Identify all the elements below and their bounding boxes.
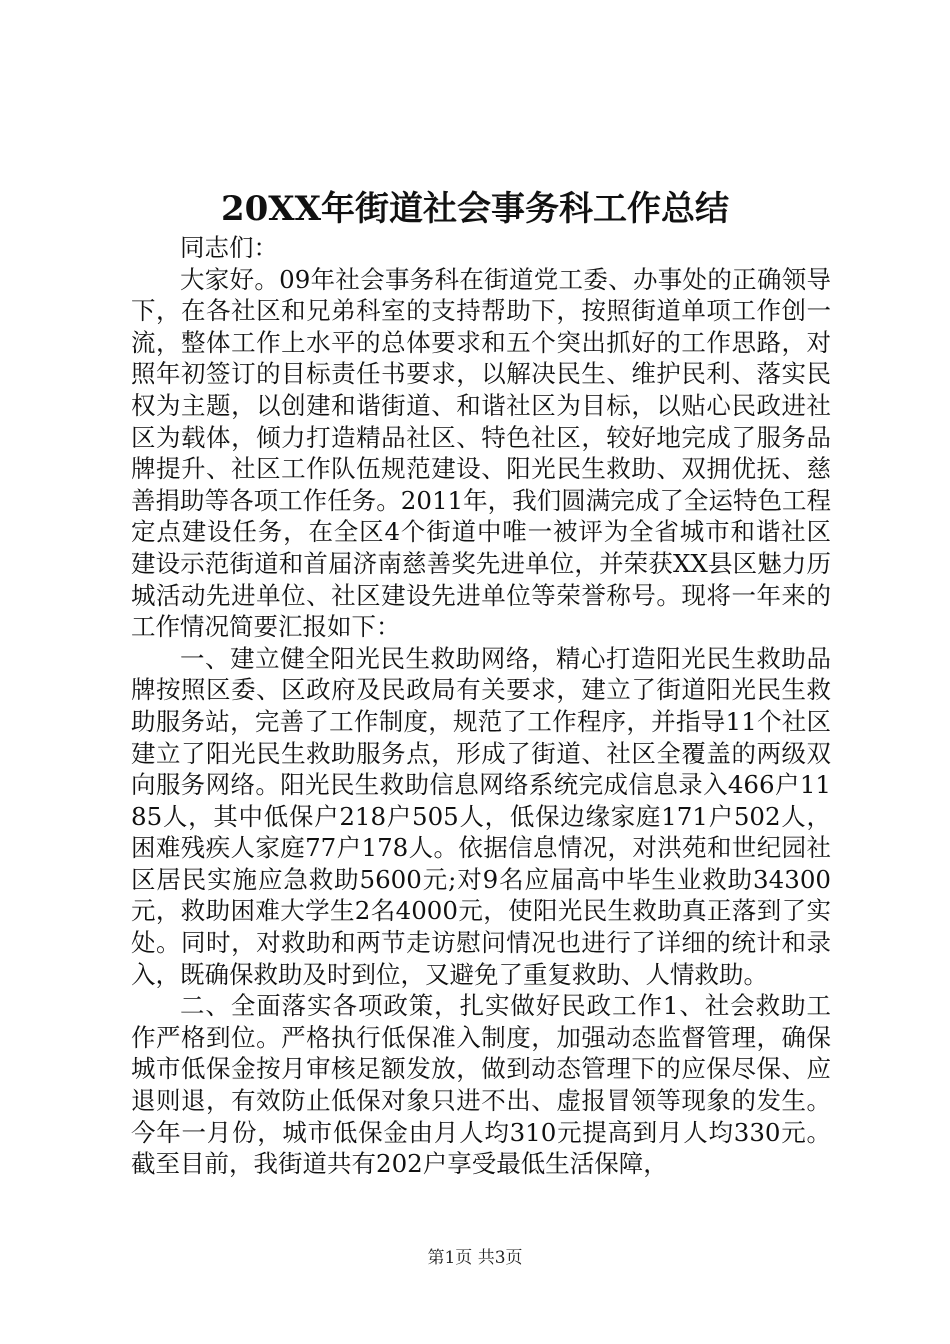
paragraph-section-two: 二、全面落实各项政策，扎实做好民政工作1、社会救助工作严格到位。严格执行低保准入制度，加强动态监督管理，确保城市低保金按月审核足额发放，做到动态管理下的应保尽保、应退则退，有效防止低保对象只进不出、虚报冒领等现象的发生。今年一月份，城市低保金由月人均310元提高到月人均330元。截至目前，我街道共有202户享受最低生活保障， (131, 991, 831, 1179)
page-footer: 第1页 共3页 (427, 1248, 523, 1268)
paragraph-intro: 大家好。09年社会事务科在街道党工委、办事处的正确领导下，在各社区和兄弟科室的支持帮助下，按照街道单项工作创一流，整体工作上水平的总体要求和五个突出抓好的工作思路，对照年初签订的目标责任书要求，以解决民生、维护民利、落实民权为主题，以创建和谐街道、和谐社区为目标，以贴心民政进社区为载体，倾力打造精品社区、特色社区，较好地完成了服务品牌提升、社区工作队伍规范建设、阳光民生救助、双拥优抚、慈善捐助等各项工作任务。2011年，我们圆满完成了全运特色工程定点建设任务，在全区4个街道中唯一被评为全省城市和谐社区建设示范街道和首届济南慈善奖先进单位，并荣获XX县区魅力历城活动先进单位、社区建设先进单位等荣誉称号。现将一年来的工作情况简要汇报如下： (131, 264, 831, 642)
paragraph-section-one: 一、建立健全阳光民生救助网络，精心打造阳光民生救助品牌按照区委、区政府及民政局有关要求，建立了街道阳光民生救助服务站，完善了工作制度，规范了工作程序，并指导11个社区建立了阳光民生救助服务点，形成了街道、社区全覆盖的两级双向服务网络。阳光民生救助信息网络系统完成信息录入466户1185人，其中低保户218户505人，低保边缘家庭171户502人，困难残疾人家庭77户178人。依据信息情况，对洪苑和世纪园社区居民实施应急救助5600元;对9名应届高中毕生业救助34300元，救助困难大学生2名4000元，使阳光民生救助真正落到了实处。同时，对救助和两节走访慰问情况也进行了详细的统计和录入，既确保救助及时到位，又避免了重复救助、人情救助。 (131, 643, 831, 989)
greeting: 同志们： (180, 233, 278, 262)
document-title: 20XX年街道社会事务科工作总结 (220, 189, 730, 229)
document-body (131, 232, 831, 1180)
